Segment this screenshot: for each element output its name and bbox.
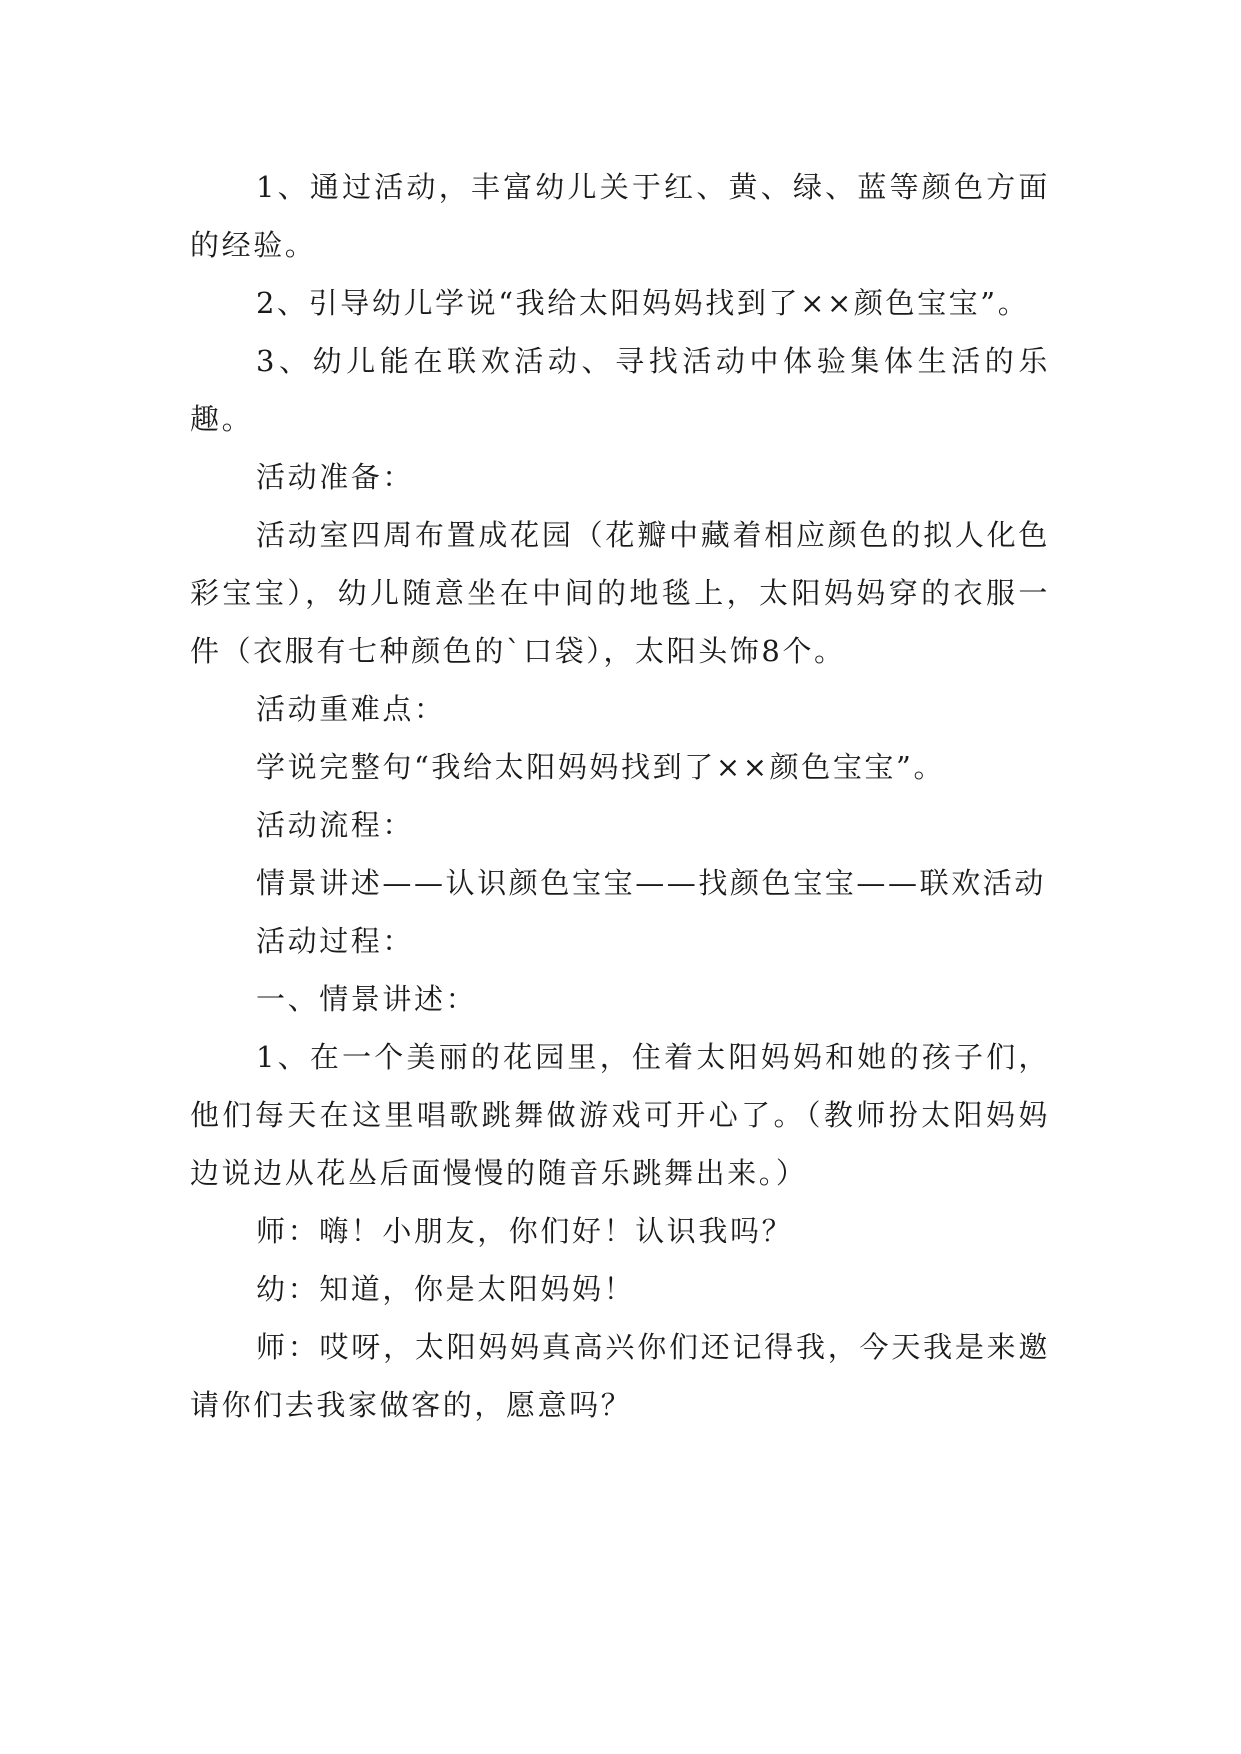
goal-paragraph-2: 2、引导幼儿学说“我给太阳妈妈找到了××颜色宝宝”。 — [256, 286, 1030, 320]
dialogue-line-teacher-2: 师：哎呀，太阳妈妈真高兴你们还记得我，今天我是来邀请你们去我家做客的，愿意吗？ — [190, 1330, 1050, 1422]
dialogue-line-child-1: 幼：知道，你是太阳妈妈！ — [256, 1272, 636, 1306]
key-points-paragraph: 学说完整句“我给太阳妈妈找到了××颜色宝宝”。 — [256, 750, 946, 784]
flow-paragraph: 情景讲述——认识颜色宝宝——找颜色宝宝——联欢活动 — [256, 866, 1047, 900]
preparation-paragraph: 活动室四周布置成花园（花瓣中藏着相应颜色的拟人化色彩宝宝），幼儿随意坐在中间的地毯上，太阳妈妈穿的衣服一件（衣服有七种颜色的`口袋），太阳头饰8个。 — [190, 518, 1050, 668]
subheading-story: 一、情景讲述： — [256, 982, 478, 1016]
story-paragraph-1: 1、在一个美丽的花园里，住着太阳妈妈和她的孩子们，他们每天在这里唱歌跳舞做游戏可开心了。（教师扮太阳妈妈边说边从花丛后面慢慢的随音乐跳舞出来。） — [190, 1040, 1050, 1190]
section-heading-process: 活动过程： — [256, 924, 415, 958]
section-heading-preparation: 活动准备： — [256, 460, 415, 494]
dialogue-line-teacher-1: 师：嗨！小朋友，你们好！认识我吗？ — [256, 1214, 794, 1248]
section-heading-flow: 活动流程： — [256, 808, 415, 842]
goal-paragraph-3: 3、幼儿能在联欢活动、寻找活动中体验集体生活的乐趣。 — [190, 344, 1050, 436]
section-heading-key-points: 活动重难点： — [256, 692, 446, 726]
document-body — [190, 158, 1050, 1434]
goal-paragraph-1: 1、通过活动，丰富幼儿关于红、黄、绿、蓝等颜色方面的经验。 — [190, 170, 1050, 262]
